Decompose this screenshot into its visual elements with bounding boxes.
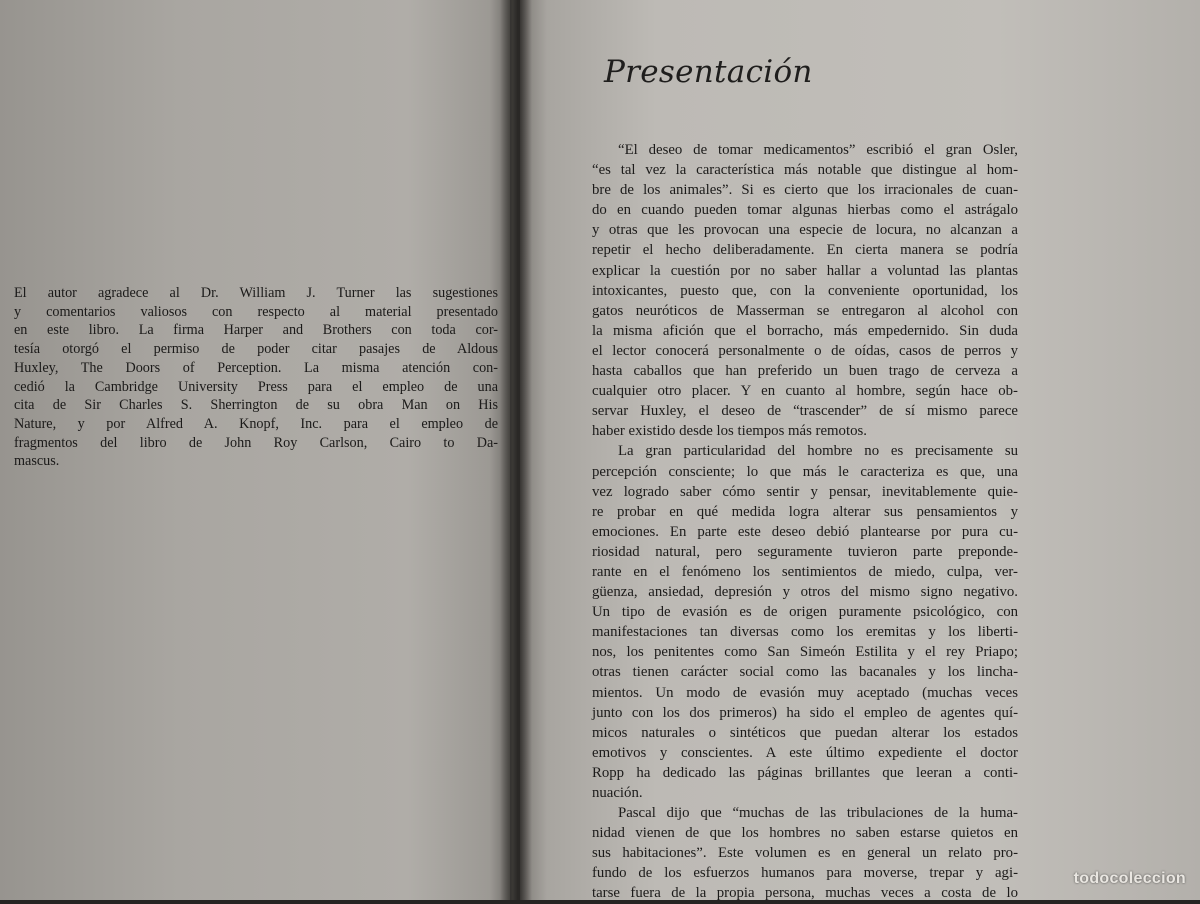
text-line: güenza, ansiedad, depresión y otros del mismo signo negativo. (592, 584, 1018, 601)
text-line: y otras que les provocan una especie de locura, no alcanzan a (592, 222, 1018, 239)
text-line: vez logrado saber cómo sentir y pensar, inevitablemente quie- (592, 483, 1018, 500)
acknowledgement-line: cita de Sir Charles S. Sherrington de su obra Man on His (14, 397, 498, 414)
text-line: manifestaciones tan diversas como los eremitas y los liberti- (592, 624, 1018, 641)
text-line: emotivos y conscientes. A este último expediente el doctor (592, 744, 1018, 761)
text-line: fundo de los esfuerzos humanos para moverse, trepar y agi- (592, 865, 1018, 882)
text-line: explicar la cuestión por no saber hallar a voluntad las plantas (592, 262, 1018, 279)
acknowledgement-line: mascus. (14, 453, 60, 470)
acknowledgement-line: El autor agradece al Dr. William J. Turner las sugestiones (14, 285, 498, 301)
text-line: la misma afición que el borracho, más empedernido. Sin duda (592, 322, 1018, 339)
acknowledgement-line: Nature, y por Alfred A. Knopf, Inc. para el empleo de (14, 415, 498, 432)
acknowledgement-line: Huxley, The Doors of Perception. La misma atención con- (14, 359, 498, 376)
text-line: intoxicantes, puesto que, con la conveniente oportunidad, los (592, 282, 1018, 299)
text-line: do en cuando pueden tomar algunas hierbas como el astrágalo (592, 202, 1018, 219)
text-line: mientos. Un modo de evasión muy aceptado (muchas veces (592, 684, 1018, 701)
text-line: cualquier otro placer. Y en cuanto al hombre, según hace ob- (592, 383, 1018, 400)
text-line: hasta caballos que han preferido un buen trago de cerveza a (592, 363, 1018, 380)
text-line: servar Huxley, el deseo de “trascender” de sí mismo parece (592, 403, 1018, 420)
text-line: “es tal vez la característica más notable que distingue al hom- (592, 162, 1018, 179)
text-line: bre de los animales”. Si es cierto que los irracionales de cuan- (592, 182, 1018, 199)
acknowledgement-line: en este libro. La firma Harper and Brothers con toda cor- (14, 322, 498, 339)
text-line: emociones. En parte este deseo debió plantearse por pura cu- (592, 523, 1018, 540)
text-line: tarse fuera de la propia persona, muchas veces a costa de lo (592, 885, 1018, 902)
text-line: nidad vienen de que los hombres no saben estarse quietos en (592, 825, 1018, 842)
text-line: Un tipo de evasión es de origen puramente psicológico, con (592, 604, 1018, 621)
acknowledgement-line: fragmentos del libro de John Roy Carlson, Cairo to Da- (14, 434, 498, 451)
watermark: todocoleccion (1073, 870, 1186, 887)
text-line: Ropp ha dedicado las páginas brillantes que leeran a conti- (592, 764, 1018, 781)
text-line: nuación. (592, 785, 643, 801)
presentation-body (592, 140, 1018, 904)
book-gutter (500, 0, 532, 900)
text-line: re probar en qué medida logra alterar sus pensamientos y (592, 503, 1018, 520)
text-line: sus habitaciones”. Este volumen es en general un relato pro- (592, 845, 1018, 862)
text-line: el lector conocerá personalmente o de oídas, casos de perros y (592, 342, 1018, 359)
text-line: riosidad natural, pero seguramente tuvieron parte prepondе- (592, 543, 1018, 560)
text-line: otras tienen carácter social como las bacanales y los lincha- (592, 664, 1018, 681)
page-title: Presentación (604, 54, 813, 90)
acknowledgement-line: y comentarios valiosos con respecto al material presentado (14, 303, 498, 320)
acknowledgement-text (14, 284, 498, 471)
text-line: repetir el hecho deliberadamente. En cierta manera se podría (592, 242, 1018, 259)
left-page (0, 0, 510, 900)
acknowledgement-line: cedió la Cambridge University Press para el empleo de una (14, 378, 498, 395)
text-line: rante en el fenómeno los sentimientos de miedo, culpa, ver- (592, 563, 1018, 580)
acknowledgement-line: tesía otorgó el permiso de poder citar pasajes de Aldous (14, 341, 498, 358)
text-line: Pascal dijo que “muchas de las tribulaciones de la huma- (618, 805, 1018, 822)
text-line: “El deseo de tomar medicamentos” escribió el gran Osler, (618, 142, 1018, 158)
text-line: gatos neuróticos de Masserman se entregaron al alcohol con (592, 302, 1018, 319)
text-line: percepción consciente; lo que más le caracteriza es que, una (592, 463, 1018, 480)
text-line: nos, los penitentes como San Simeón Estilita y el rey Priapo; (592, 644, 1018, 661)
text-line: La gran particularidad del hombre no es precisamente su (618, 443, 1018, 460)
text-line: micos naturales o sintéticos que puedan alterar los estados (592, 724, 1018, 741)
text-line: haber existido desde los tiempos más remotos. (592, 423, 867, 440)
text-line: junto con los dos primeros) ha sido el empleo de agentes quí- (592, 704, 1018, 721)
